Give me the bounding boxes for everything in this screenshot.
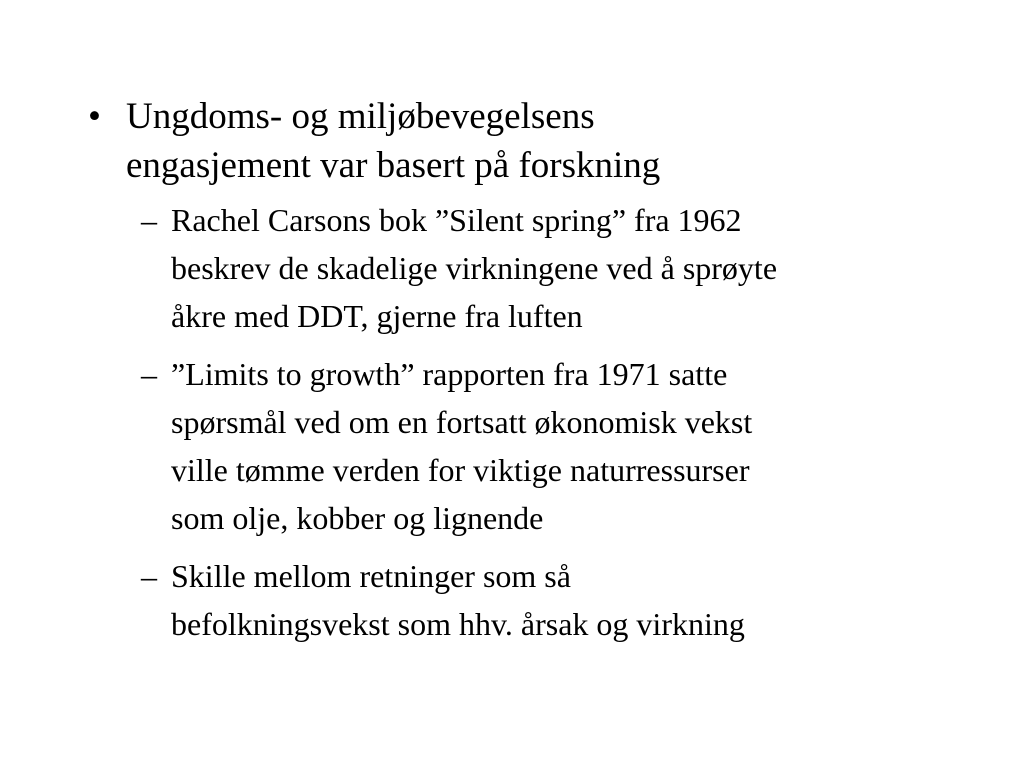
sub-bullet-line: Rachel Carsons bok ”Silent spring” fra 1962 [171,202,742,238]
sub-bullet-list [88,196,968,648]
main-bullet-line-2: engasjement var basert på forskning [126,145,661,186]
sub-bullet-silent-spring [88,196,968,340]
sub-bullet-line: Skille mellom retninger som så [171,558,571,594]
dash-marker: – [141,558,157,594]
sub-bullet-line: ”Limits to growth” rapporten fra 1971 satte [171,356,728,392]
sub-bullet-line: spørsmål ved om en fortsatt økonomisk vekst [171,404,753,440]
main-bullet-line-1: Ungdoms- og miljøbevegelsens [126,96,595,137]
dash-marker: – [141,202,157,238]
sub-bullet-line: beskrev de skadelige virkningene ved å sprøyte [171,250,778,286]
sub-bullet-line: befolkningsvekst som hhv. årsak og virkning [171,606,745,642]
bullet-marker: • [88,96,101,137]
main-bullet [88,92,968,190]
sub-bullet-line: ville tømme verden for viktige naturressurser [171,452,750,488]
dash-marker: – [141,356,157,392]
sub-bullet-line: som olje, kobber og lignende [171,500,544,536]
bullet-list [88,92,968,658]
sub-bullet-population-growth [88,552,968,648]
sub-bullet-limits-to-growth [88,350,968,542]
sub-bullet-line: åkre med DDT, gjerne fra luften [171,298,583,334]
